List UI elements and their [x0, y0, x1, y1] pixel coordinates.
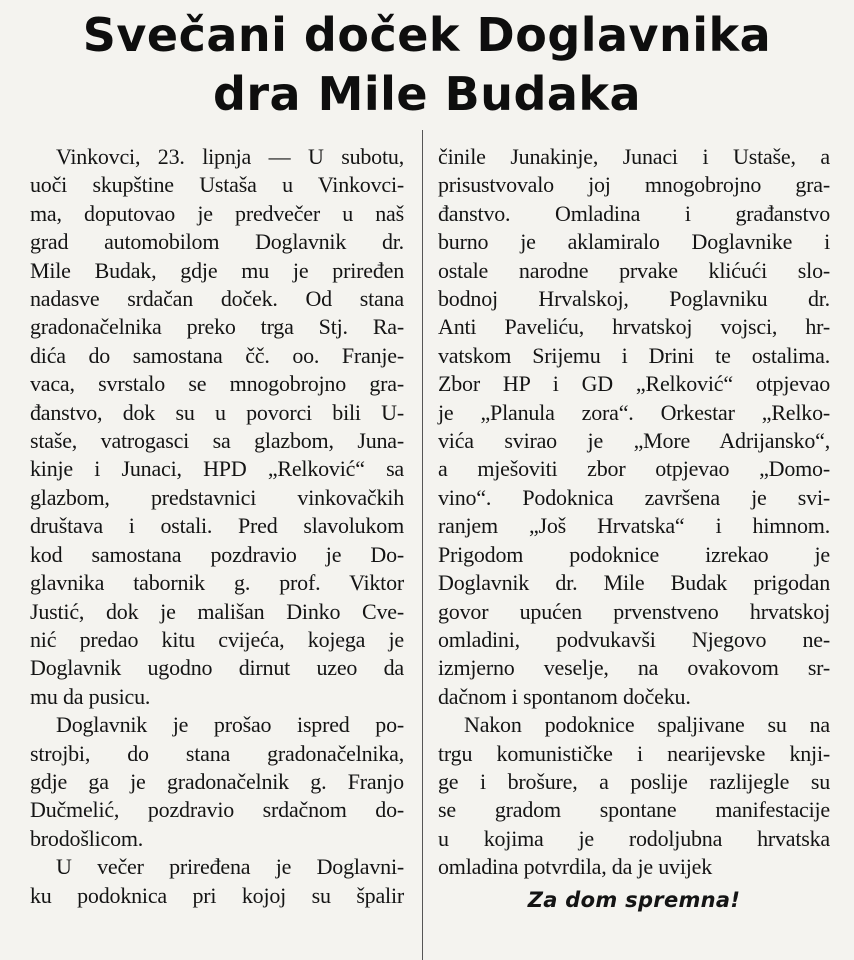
text-line: Doglavnik dr. Mile Budak prigodan: [438, 570, 830, 596]
text-line: staše, vatrogasci sa glazbom, Juna-: [30, 428, 404, 454]
text-line: se gradom spontane manifestacije: [438, 797, 830, 823]
text-line: brodošlicom.: [30, 825, 144, 851]
article-left-column: [30, 143, 404, 910]
text-line: Doglavnik je prošao ispred po-: [56, 712, 404, 738]
text-line: vića svirao je „More Adrijansko“,: [438, 428, 830, 454]
column-divider: [422, 130, 423, 960]
text-line: ge i brošure, a poslije razlijegle su: [438, 768, 830, 794]
text-line: prisustvovalo joj mnogobrojno gra-: [438, 172, 830, 198]
text-line: vatskom Srijemu i Drini te ostalima.: [438, 342, 830, 368]
text-line: trgu komunističke i nearijevske knji-: [438, 740, 830, 766]
text-line: je „Planula zora“. Orkestar „Relko-: [438, 399, 830, 425]
text-line: u kojima je rodoljubna hrvatska: [438, 825, 830, 851]
text-line: ma, doputovao je predvečer u naš: [30, 200, 404, 226]
text-line: vaca, svrstalo se mnogobrojno gra-: [30, 371, 404, 397]
text-line: grad automobilom Doglavnik dr.: [30, 229, 404, 255]
text-line: Justić, dok je mališan Dinko Cve-: [30, 598, 404, 624]
text-line: U večer priređena je Doglavni-: [56, 854, 404, 880]
text-line: đanstvo, dok su u povorci bili U-: [30, 399, 404, 425]
text-line: nić predao kitu cvijeća, kojega je: [30, 626, 404, 652]
text-line: gdje ga je gradonačelnik g. Franjo: [30, 768, 404, 794]
text-line: ku podoknica pri kojoj su špalir: [30, 882, 404, 908]
text-line: činile Junakinje, Junaci i Ustaše, a: [438, 144, 830, 169]
text-line: bodnoj Hrvalskoj, Poglavniku dr.: [438, 286, 830, 312]
text-line: Zbor HP i GD „Relković“ otpjevao: [438, 371, 830, 397]
text-line: glazbom, predstavnici vinkovačkih: [30, 484, 404, 510]
text-line: kod samostana pozdravio je Do-: [30, 541, 404, 567]
text-line: uoči skupštine Ustaša u Vinkovci-: [30, 172, 404, 198]
text-line: burno je aklamiralo Doglavnike i: [438, 229, 830, 255]
text-line: Anti Paveliću, hrvatskoj vojsci, hr-: [438, 314, 830, 340]
text-line: izmjerno veselje, na ovakovom sr-: [438, 655, 830, 681]
text-line: Vinkovci, 23. lipnja — U subotu,: [56, 144, 404, 169]
text-line: dića do samostana čč. oo. Franje-: [30, 342, 404, 368]
text-line: ranjem „Još Hrvatska“ i himnom.: [438, 513, 830, 539]
text-line: omladina potvrdila, da je uvijek: [438, 854, 713, 880]
headline-line-1: Svečani doček Doglavnika: [82, 8, 772, 62]
text-line: dačnom i spontanom dočeku.: [438, 683, 691, 709]
text-line: nadasve srdačan doček. Od stana: [30, 286, 404, 312]
text-line: Nakon podoknice spaljivane su na: [464, 712, 830, 738]
text-line: društava i ostali. Pred slavolukom: [30, 513, 404, 539]
text-line: Doglavnik ugodno dirnut uzeo da: [30, 655, 404, 681]
text-line: ostale narodne prvake klićući slo-: [438, 257, 830, 283]
article-right-column: [438, 143, 830, 914]
text-line: Dučmelić, pozdravio srdačnom do-: [30, 797, 404, 823]
text-line: kinje i Junaci, HPD „Relković“ sa: [30, 456, 404, 482]
text-line: a mješoviti zbor otpjevao „Domo-: [438, 456, 830, 482]
text-line: mu da pusicu.: [30, 683, 151, 709]
article-headline: [0, 6, 854, 124]
text-line: Prigodom podoknice izrekao je: [438, 541, 830, 567]
text-line: strojbi, do stana gradonačelnika,: [30, 740, 404, 766]
text-line: đanstvo. Omladina i građanstvo: [438, 200, 830, 226]
text-line: Mile Budak, gdje mu je priređen: [30, 257, 404, 283]
headline-line-2: dra Mile Budaka: [212, 67, 642, 121]
text-line: glavnika tabornik g. prof. Viktor: [30, 570, 404, 596]
text-line: gradonačelnika preko trga Stj. Ra-: [30, 314, 404, 340]
text-line: vino“. Podoknica završena je svi-: [438, 484, 830, 510]
closing-slogan: Za dom spremna!: [527, 887, 741, 912]
text-line: govor upućen prvenstveno hrvatskoj: [438, 598, 830, 624]
text-line: omladini, podvukavši Njegovo ne-: [438, 626, 830, 652]
